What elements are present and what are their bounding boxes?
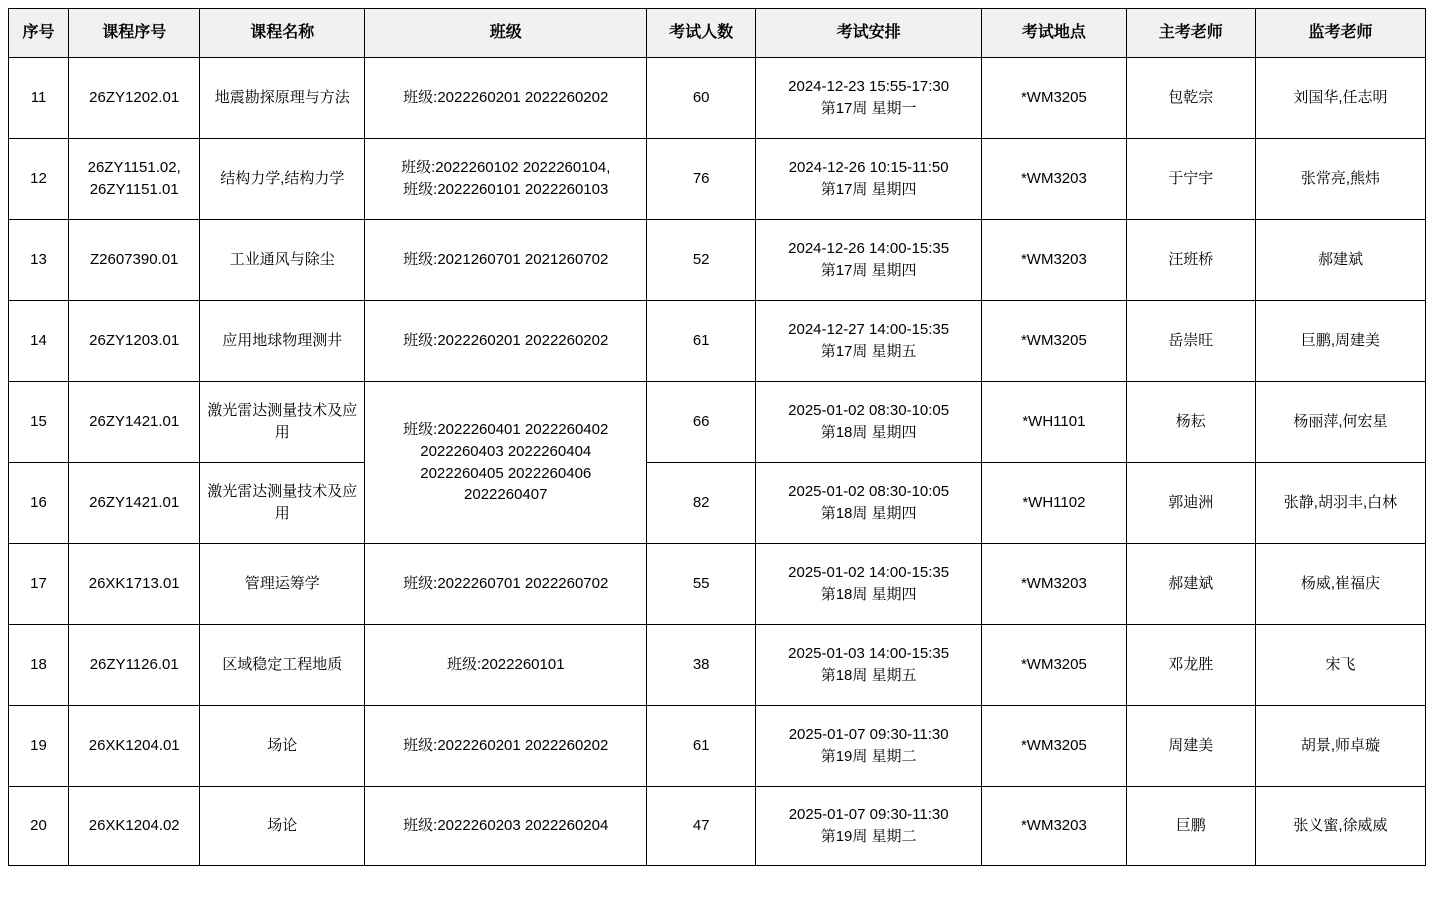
table-row	[9, 220, 1426, 301]
table-row	[9, 706, 1426, 787]
cell-schedule	[756, 544, 982, 625]
schedule-week: 第18周 星期五	[820, 667, 917, 684]
column-header-proctor: 监考老师	[1255, 9, 1425, 58]
class-line-3: 2022260405 2022260406	[420, 464, 592, 482]
cell-seq: 11	[9, 58, 69, 139]
class-line-1: 班级:2022260102 2022260104,	[401, 159, 611, 177]
schedule-datetime: 2025-01-02 08:30-10:05	[788, 402, 950, 420]
cell-code: 26ZY1421.01	[69, 463, 200, 544]
cell-proctor: 郝建斌	[1255, 220, 1425, 301]
cell-code	[69, 139, 200, 220]
cell-code: 26ZY1202.01	[69, 58, 200, 139]
cell-code: 26XK1204.02	[69, 787, 200, 866]
cell-proctor: 巨鹏,周建美	[1255, 301, 1425, 382]
cell-chief: 周建美	[1126, 706, 1255, 787]
cell-seq: 16	[9, 463, 69, 544]
table-row	[9, 625, 1426, 706]
cell-proctor: 宋飞	[1255, 625, 1425, 706]
course-code-line-2: 26ZY1151.01	[89, 181, 179, 198]
schedule-week: 第19周 星期二	[820, 748, 917, 765]
cell-schedule	[756, 463, 982, 544]
cell-place: *WM3205	[982, 301, 1127, 382]
class-line-1: 班级:2022260401 2022260402	[403, 421, 609, 438]
cell-place: *WM3205	[982, 625, 1127, 706]
schedule-week: 第17周 星期五	[820, 343, 917, 360]
cell-place: *WM3203	[982, 787, 1127, 866]
cell-chief: 岳崇旺	[1126, 301, 1255, 382]
cell-seq: 15	[9, 382, 69, 463]
cell-place: *WM3205	[982, 58, 1127, 139]
cell-schedule	[756, 58, 982, 139]
cell-class: 班级:2022260201 2022260202	[365, 301, 647, 382]
cell-place: *WM3203	[982, 139, 1127, 220]
schedule-week: 第18周 星期四	[820, 505, 917, 522]
cell-course: 应用地球物理测井	[200, 301, 365, 382]
cell-chief: 巨鹏	[1126, 787, 1255, 866]
cell-chief: 汪班桥	[1126, 220, 1255, 301]
cell-chief: 郭迪洲	[1126, 463, 1255, 544]
header-row	[9, 9, 1426, 58]
column-header-code: 课程序号	[69, 9, 200, 58]
cell-course: 地震勘探原理与方法	[200, 58, 365, 139]
cell-schedule	[756, 706, 982, 787]
column-header-schedule: 考试安排	[756, 9, 982, 58]
cell-code: Z2607390.01	[69, 220, 200, 301]
cell-course: 结构力学,结构力学	[200, 139, 365, 220]
cell-count: 55	[647, 544, 756, 625]
cell-count: 47	[647, 787, 756, 866]
cell-seq: 19	[9, 706, 69, 787]
cell-class: 班级:2022260201 2022260202	[365, 58, 647, 139]
schedule-week: 第18周 星期四	[820, 424, 917, 441]
cell-seq: 13	[9, 220, 69, 301]
cell-proctor: 杨丽萍,何宏星	[1255, 382, 1425, 463]
cell-proctor: 张义蜜,徐威威	[1255, 787, 1425, 866]
schedule-datetime: 2025-01-07 09:30-11:30	[788, 726, 949, 744]
schedule-week: 第17周 星期一	[820, 100, 917, 117]
cell-chief: 杨耘	[1126, 382, 1255, 463]
cell-class: 班级:2022260201 2022260202	[365, 706, 647, 787]
cell-proctor: 刘国华,任志明	[1255, 58, 1425, 139]
cell-course: 激光雷达测量技术及应用	[200, 463, 365, 544]
cell-proctor: 张静,胡羽丰,白林	[1255, 463, 1425, 544]
table-body	[9, 58, 1426, 866]
cell-place: *WM3205	[982, 706, 1127, 787]
table-header	[9, 9, 1426, 58]
cell-schedule	[756, 301, 982, 382]
class-line-4: 2022260407	[464, 486, 548, 504]
class-line-2: 班级:2022260101 2022260103	[403, 181, 609, 198]
cell-code: 26ZY1421.01	[69, 382, 200, 463]
cell-count: 61	[647, 301, 756, 382]
cell-place: *WH1101	[982, 382, 1127, 463]
cell-seq: 20	[9, 787, 69, 866]
cell-seq: 12	[9, 139, 69, 220]
cell-count: 61	[647, 706, 756, 787]
cell-seq: 18	[9, 625, 69, 706]
column-header-place: 考试地点	[982, 9, 1127, 58]
cell-chief: 邓龙胜	[1126, 625, 1255, 706]
cell-count: 82	[647, 463, 756, 544]
cell-chief: 包乾宗	[1126, 58, 1255, 139]
cell-seq: 17	[9, 544, 69, 625]
cell-course: 工业通风与除尘	[200, 220, 365, 301]
course-code-line-1: 26ZY1151.02,	[87, 159, 181, 177]
schedule-week: 第17周 星期四	[820, 181, 917, 198]
cell-class-merged	[365, 382, 647, 544]
table-row	[9, 382, 1426, 463]
cell-place: *WM3203	[982, 220, 1127, 301]
schedule-datetime: 2025-01-07 09:30-11:30	[788, 806, 949, 824]
cell-schedule	[756, 220, 982, 301]
cell-schedule	[756, 139, 982, 220]
column-header-count: 考试人数	[647, 9, 756, 58]
class-line-2: 2022260403 2022260404	[420, 442, 592, 460]
cell-code: 26ZY1126.01	[69, 625, 200, 706]
cell-count: 60	[647, 58, 756, 139]
cell-code: 26ZY1203.01	[69, 301, 200, 382]
cell-proctor: 张常亮,熊炜	[1255, 139, 1425, 220]
cell-schedule	[756, 787, 982, 866]
cell-code: 26XK1204.01	[69, 706, 200, 787]
cell-course: 区域稳定工程地质	[200, 625, 365, 706]
cell-count: 66	[647, 382, 756, 463]
cell-course: 管理运筹学	[200, 544, 365, 625]
cell-code: 26XK1713.01	[69, 544, 200, 625]
exam-schedule-table	[8, 8, 1426, 866]
cell-course: 场论	[200, 706, 365, 787]
table-row	[9, 301, 1426, 382]
cell-place: *WM3203	[982, 544, 1127, 625]
schedule-datetime: 2025-01-02 14:00-15:35	[788, 564, 950, 582]
cell-place: *WH1102	[982, 463, 1127, 544]
table-row	[9, 463, 1426, 544]
schedule-datetime: 2024-12-26 14:00-15:35	[788, 240, 950, 258]
cell-proctor: 杨威,崔福庆	[1255, 544, 1425, 625]
cell-chief: 郝建斌	[1126, 544, 1255, 625]
cell-course: 场论	[200, 787, 365, 866]
cell-proctor: 胡景,师卓璇	[1255, 706, 1425, 787]
column-header-chief: 主考老师	[1126, 9, 1255, 58]
schedule-week: 第17周 星期四	[820, 262, 917, 279]
cell-seq: 14	[9, 301, 69, 382]
cell-class	[365, 139, 647, 220]
table-row	[9, 544, 1426, 625]
cell-schedule	[756, 382, 982, 463]
schedule-datetime: 2024-12-26 10:15-11:50	[788, 159, 949, 177]
cell-count: 76	[647, 139, 756, 220]
schedule-week: 第18周 星期四	[820, 586, 917, 603]
column-header-course: 课程名称	[200, 9, 365, 58]
table-row	[9, 58, 1426, 139]
table-row	[9, 139, 1426, 220]
cell-schedule	[756, 625, 982, 706]
cell-course: 激光雷达测量技术及应用	[200, 382, 365, 463]
cell-class: 班级:2022260203 2022260204	[365, 787, 647, 866]
schedule-datetime: 2024-12-23 15:55-17:30	[788, 78, 950, 96]
schedule-datetime: 2025-01-03 14:00-15:35	[788, 645, 950, 663]
cell-class: 班级:2022260701 2022260702	[365, 544, 647, 625]
column-header-seq: 序号	[9, 9, 69, 58]
cell-count: 52	[647, 220, 756, 301]
schedule-datetime: 2024-12-27 14:00-15:35	[788, 321, 950, 339]
cell-count: 38	[647, 625, 756, 706]
cell-class: 班级:2022260101	[365, 625, 647, 706]
cell-chief: 于宁宇	[1126, 139, 1255, 220]
schedule-week: 第19周 星期二	[820, 828, 917, 845]
cell-class: 班级:2021260701 2021260702	[365, 220, 647, 301]
column-header-class: 班级	[365, 9, 647, 58]
table-row	[9, 787, 1426, 866]
schedule-datetime: 2025-01-02 08:30-10:05	[788, 483, 950, 501]
